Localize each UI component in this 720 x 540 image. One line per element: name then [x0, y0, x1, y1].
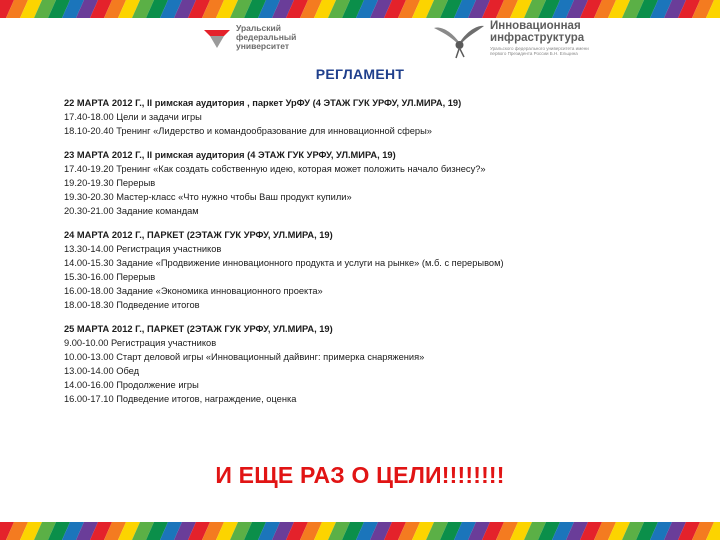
- day-block: [64, 148, 684, 218]
- page-header: [0, 18, 720, 68]
- urfu-logo-mark-icon: [204, 27, 230, 49]
- inno-logo-title: инфраструктура: [490, 32, 585, 44]
- schedule-item: 17.40-19.20 Тренинг «Как создать собственную идею, которая может положить начало бизнесу?»: [64, 164, 486, 174]
- schedule-item: 14.00-16.00 Продолжение игры: [64, 380, 199, 390]
- schedule-item: 16.00-18.00 Задание «Экономика инновационного проекта»: [64, 286, 323, 296]
- schedule-item: 13.00-14.00 Обед: [64, 366, 140, 376]
- day-title: 24 МАРТА 2012 Г., ПАРКЕТ (2ЭТАЖ ГУК УРФУ, УЛ.МИРА, 19): [64, 230, 333, 240]
- day-title: 25 МАРТА 2012 Г., ПАРКЕТ (2ЭТАЖ ГУК УРФУ, УЛ.МИРА, 19): [64, 324, 333, 334]
- page-title: РЕГЛАМЕНТ: [315, 66, 405, 82]
- helicopter-seed-icon: [432, 20, 486, 60]
- day-block: [64, 96, 684, 138]
- urfu-logo-line: федеральный: [236, 32, 297, 42]
- top-color-stripes: [0, 0, 720, 18]
- schedule-item: 20.30-21.00 Задание командам: [64, 206, 199, 216]
- day-title: 23 МАРТА 2012 Г., II римская аудитория (4 ЭТАЖ ГУК УРФУ, УЛ.МИРА, 19): [64, 150, 396, 160]
- stripes-graphic: [0, 0, 720, 18]
- schedule-item: 9.00-10.00 Регистрация участников: [64, 338, 217, 348]
- inno-logo-title: Инновационная: [490, 20, 581, 32]
- inno-logo-subtitle: Уральского федерального университета имени первого Президента России Б.Н. Ельцина: [490, 46, 589, 56]
- bottom-color-stripes: [0, 522, 720, 540]
- day-block: [64, 228, 684, 312]
- schedule-item: 15.30-16.00 Перерыв: [64, 272, 156, 282]
- day-title: 22 МАРТА 2012 Г., II римская аудитория , паркет УрФУ (4 ЭТАЖ ГУК УРФУ, УЛ.МИРА, 19): [64, 98, 462, 108]
- schedule-item: 18.00-18.30 Подведение итогов: [64, 300, 200, 310]
- urfu-logo-line: Уральский: [236, 23, 281, 33]
- schedule-item: 16.00-17.10 Подведение итогов, награждение, оценка: [64, 394, 297, 404]
- schedule-item: 19.30-20.30 Мастер-класс «Что нужно чтобы Ваш продукт купили»: [64, 192, 352, 202]
- tagline: И ЕЩЕ РАЗ О ЦЕЛИ!!!!!!!!: [215, 462, 505, 488]
- innovation-infrastructure-logo: [432, 20, 590, 60]
- schedule-item: 19.20-19.30 Перерыв: [64, 178, 156, 188]
- stripes-graphic: [0, 522, 720, 540]
- schedule-item: 10.00-13.00 Старт деловой игры «Инновационный дайвинг: примерка снаряжения»: [64, 352, 425, 362]
- schedule-item: 13.30-14.00 Регистрация участников: [64, 244, 222, 254]
- schedule-item: 14.00-15.30 Задание «Продвижение инновационного продукта и услуги на рынке» (м.б. с перерывом): [64, 258, 504, 268]
- schedule-item: 18.10-20.40 Тренинг «Лидерство и командообразование для инновационной сферы»: [64, 126, 432, 136]
- day-block: [64, 322, 684, 406]
- urfu-logo: [204, 24, 326, 51]
- urfu-logo-line: университет: [236, 41, 290, 51]
- schedule: [64, 96, 684, 416]
- schedule-item: 17.40-18.00 Цели и задачи игры: [64, 112, 202, 122]
